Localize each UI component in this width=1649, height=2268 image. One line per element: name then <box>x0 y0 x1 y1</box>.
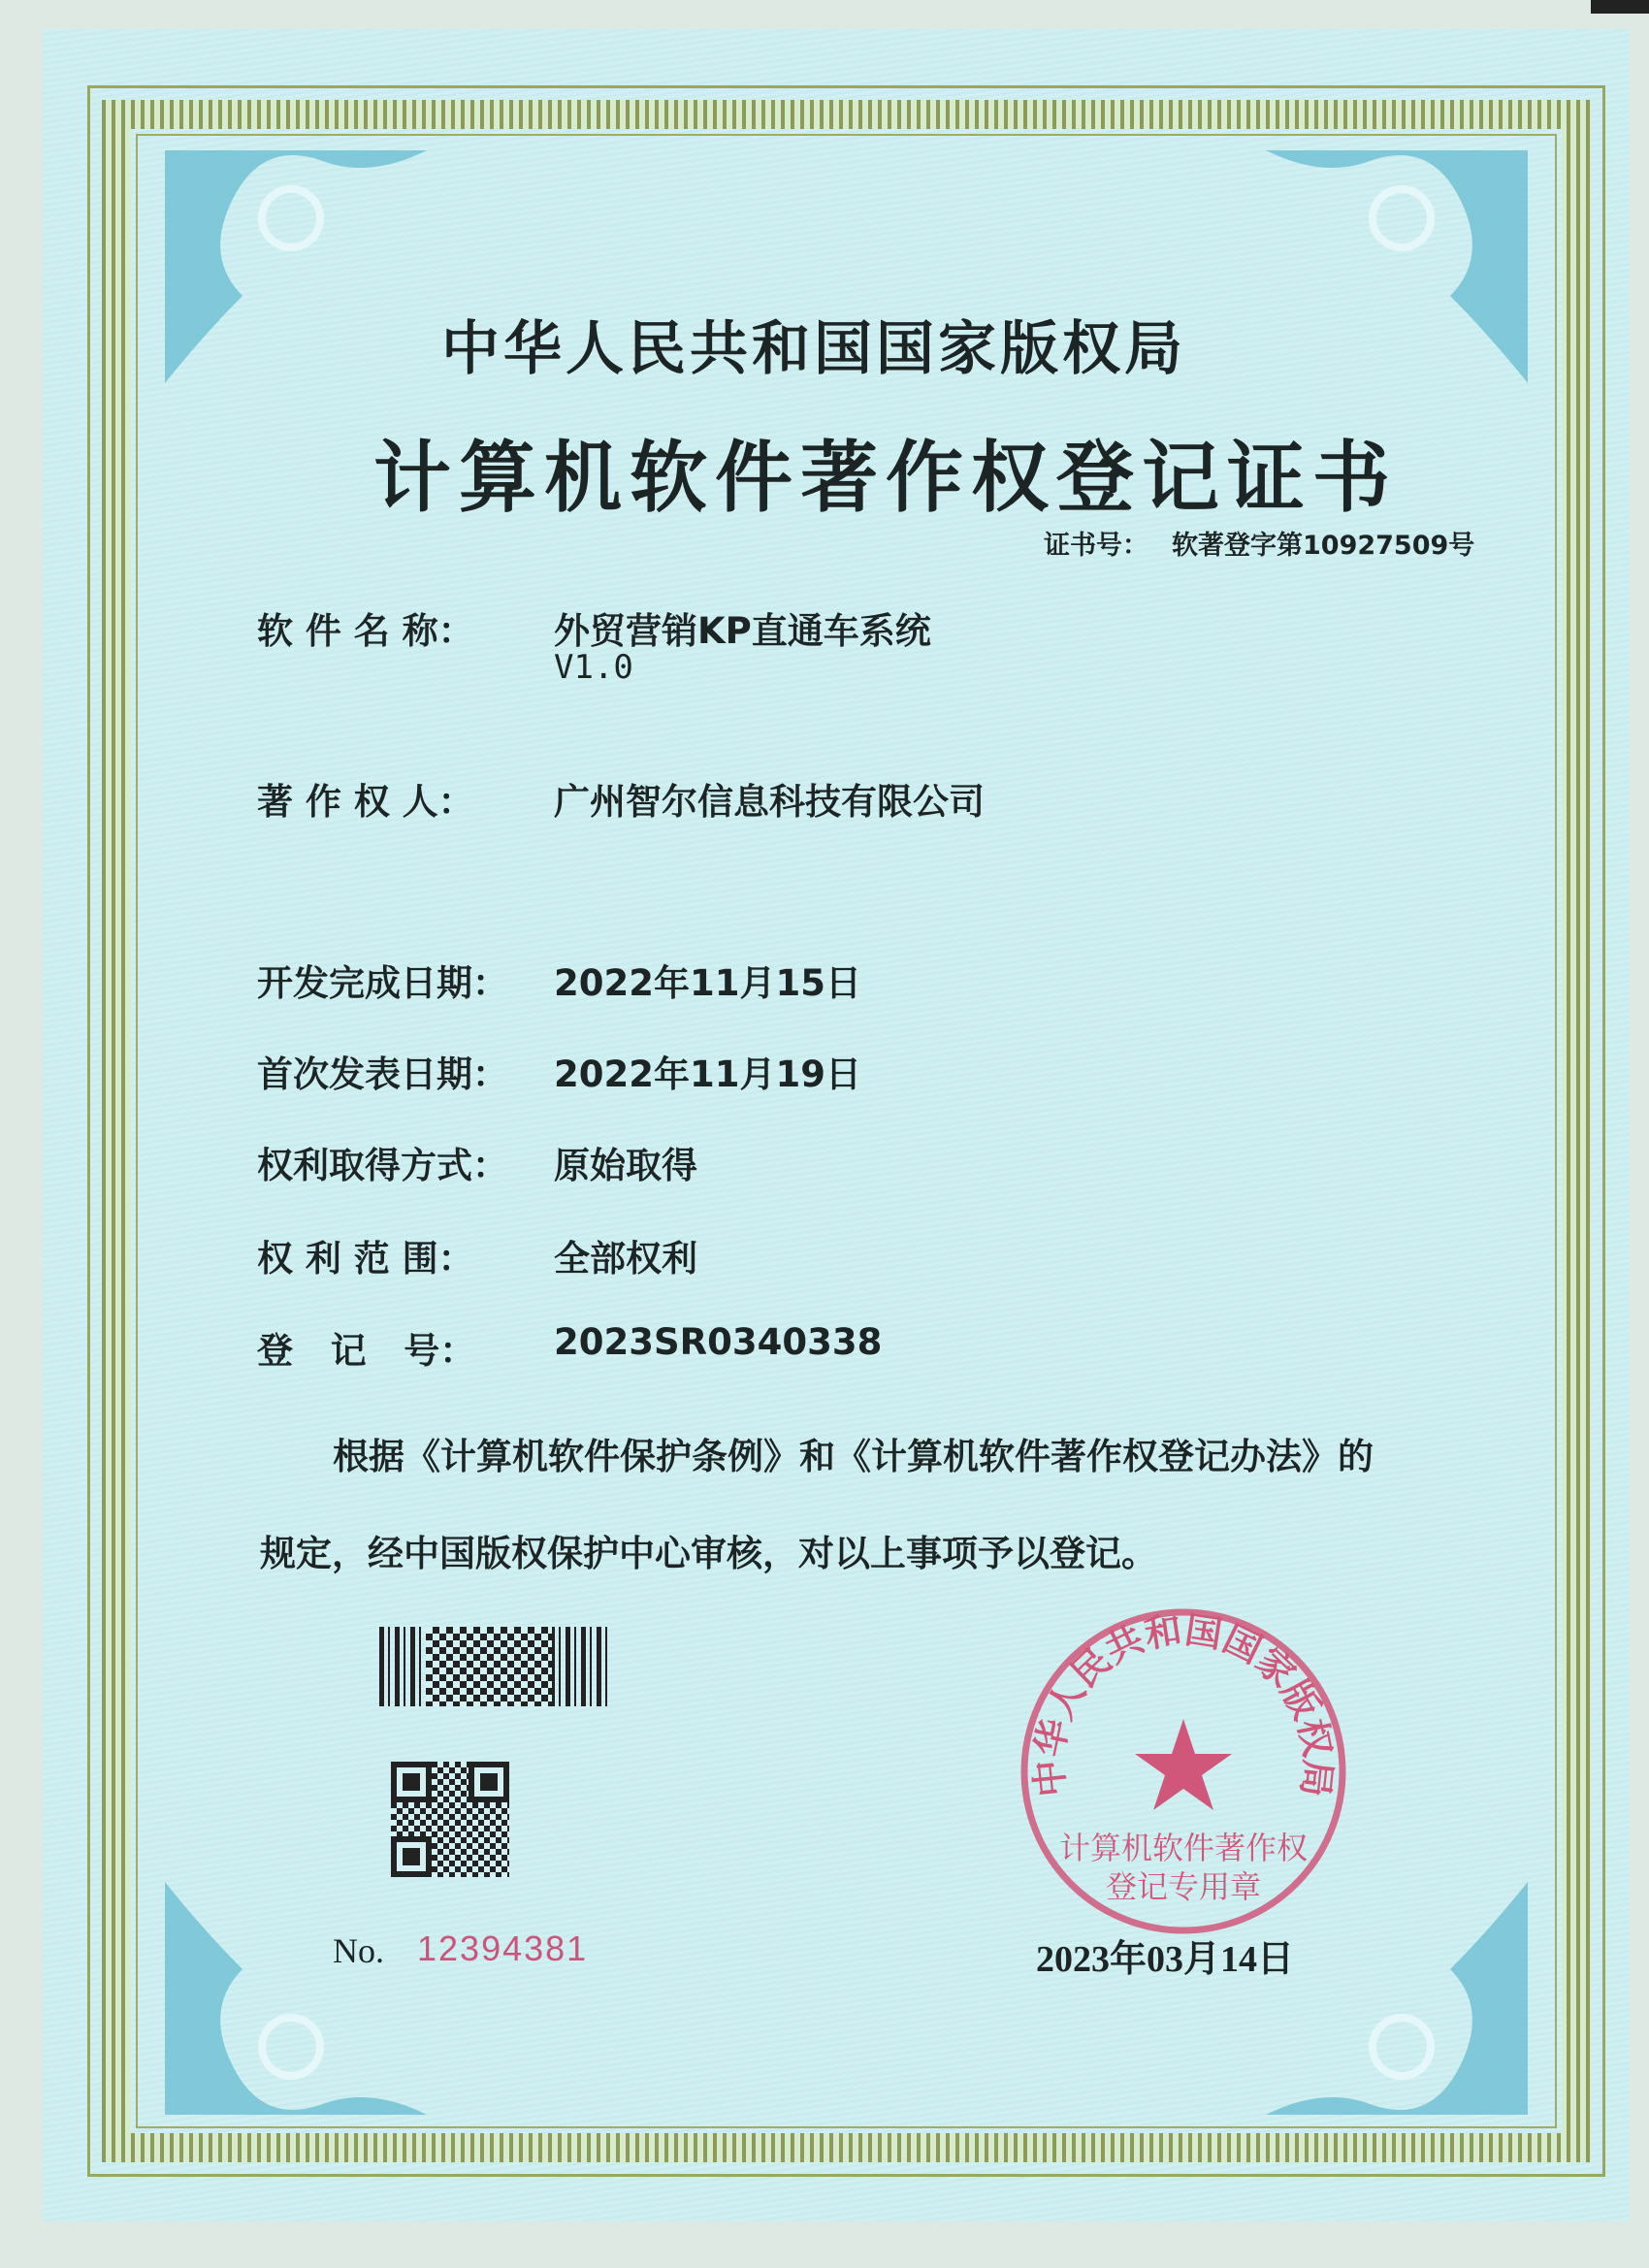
field-value-copyright-owner: 广州智尔信息科技有限公司 <box>554 781 985 823</box>
seal-star-icon <box>1135 1719 1232 1810</box>
ornament-bottom-left <box>146 1872 436 2124</box>
certificate-number-value: 软著登字第10927509号 <box>1172 531 1475 561</box>
scan-edge <box>1591 0 1649 14</box>
seal-line-1: 计算机软件著作权 <box>1058 1830 1309 1866</box>
certificate-number <box>1044 524 1498 562</box>
ornament-top-right <box>1256 141 1547 393</box>
qr-code <box>391 1762 509 1877</box>
official-seal <box>1017 1604 1350 1938</box>
serial-number-value: 12394381 <box>417 1928 589 1968</box>
seal-outer-text: 中华人民共和国国家版权局 <box>1026 1607 1341 1799</box>
field-value-software-version: V1.0 <box>554 648 633 687</box>
field-label-software-name: 软 件 名 称： <box>257 610 474 652</box>
field-value-reg-no: 2023SR0340338 <box>554 1321 883 1363</box>
field-label-reg-no: 登 记 号： <box>257 1330 476 1372</box>
statement-line-1: 根据《计算机软件保护条例》和《计算机软件著作权登记办法》的 <box>333 1436 1374 1477</box>
issuing-authority: 中华人民共和国国家版权局 <box>441 315 1186 383</box>
seal-line-2: 登记专用章 <box>1105 1868 1262 1905</box>
certificate-number-label: 证书号： <box>1044 531 1148 561</box>
field-label-copyright-owner: 著 作 权 人： <box>257 781 474 823</box>
field-label-dev-date: 开发完成日期： <box>257 962 508 1004</box>
field-label-acquisition: 权利取得方式： <box>257 1145 508 1186</box>
barcode <box>379 1627 607 1706</box>
field-label-scope: 权 利 范 围： <box>257 1238 474 1280</box>
certificate-title: 计算机软件著作权登记证书 <box>373 432 1398 523</box>
field-label-publish-date: 首次发表日期： <box>257 1053 508 1095</box>
serial-number-label: No. <box>333 1931 384 1970</box>
field-value-dev-date: 2022年11月15日 <box>554 962 861 1004</box>
issue-date: 2023年03月14日 <box>1036 1939 1295 1980</box>
field-value-software-name: 外贸营销KP直通车系统 <box>554 610 931 652</box>
ornament-top-left <box>146 141 436 393</box>
field-value-acquisition: 原始取得 <box>554 1145 697 1186</box>
field-value-publish-date: 2022年11月19日 <box>554 1053 861 1095</box>
field-value-scope: 全部权利 <box>554 1238 697 1280</box>
statement-line-2: 规定，经中国版权保护中心审核，对以上事项予以登记。 <box>260 1533 1157 1574</box>
